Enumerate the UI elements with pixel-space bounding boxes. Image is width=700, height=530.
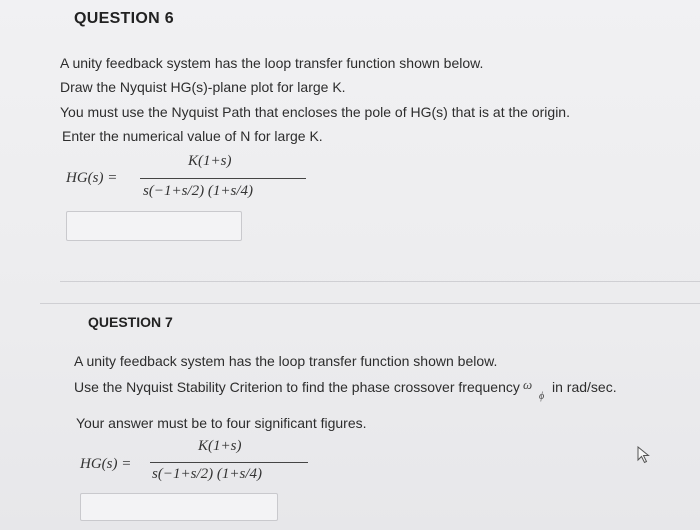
phase-crossover-omega: ω (523, 377, 533, 392)
question-7-title: QUESTION 7 (88, 314, 173, 330)
q6-answer-input[interactable] (66, 211, 242, 241)
mouse-pointer-icon (637, 446, 651, 464)
q6-text-line-2: Draw the Nyquist HG(s)-plane plot for large K. (60, 79, 346, 95)
q7-text-line-3: Your answer must be to four significant figures. (76, 415, 367, 431)
q7-answer-input[interactable] (80, 493, 278, 521)
q6-formula-numerator: K(1+s) (188, 153, 232, 169)
q6-text-line-3: You must use the Nyquist Path that encloses the pole of HG(s) that is at the origin. (60, 104, 570, 120)
q7-text-line-2: Use the Nyquist Stability Criterion to find the phase crossover frequency (74, 379, 520, 395)
q6-bottom-divider-2 (40, 303, 700, 304)
q6-fraction-bar (140, 178, 306, 179)
q6-formula-lhs: HG(s) = (66, 170, 118, 186)
q7-formula-denominator: s(−1+s/2) (1+s/4) (152, 466, 262, 482)
question-6-title: QUESTION 6 (74, 10, 174, 27)
q7-text-line-1: A unity feedback system has the loop transfer function shown below. (74, 353, 498, 369)
q7-unit-text: in rad/sec. (552, 379, 617, 395)
phase-crossover-subscript: ϕ (539, 391, 545, 402)
q6-bottom-divider-1 (60, 281, 700, 282)
q7-formula-lhs: HG(s) = (80, 456, 132, 472)
q6-text-line-1: A unity feedback system has the loop transfer function shown below. (60, 55, 484, 71)
q6-text-line-4: Enter the numerical value of N for large K. (62, 128, 323, 144)
q7-formula-numerator: K(1+s) (198, 438, 242, 454)
q6-formula-denominator: s(−1+s/2) (1+s/4) (143, 183, 253, 199)
q7-fraction-bar (150, 462, 308, 463)
